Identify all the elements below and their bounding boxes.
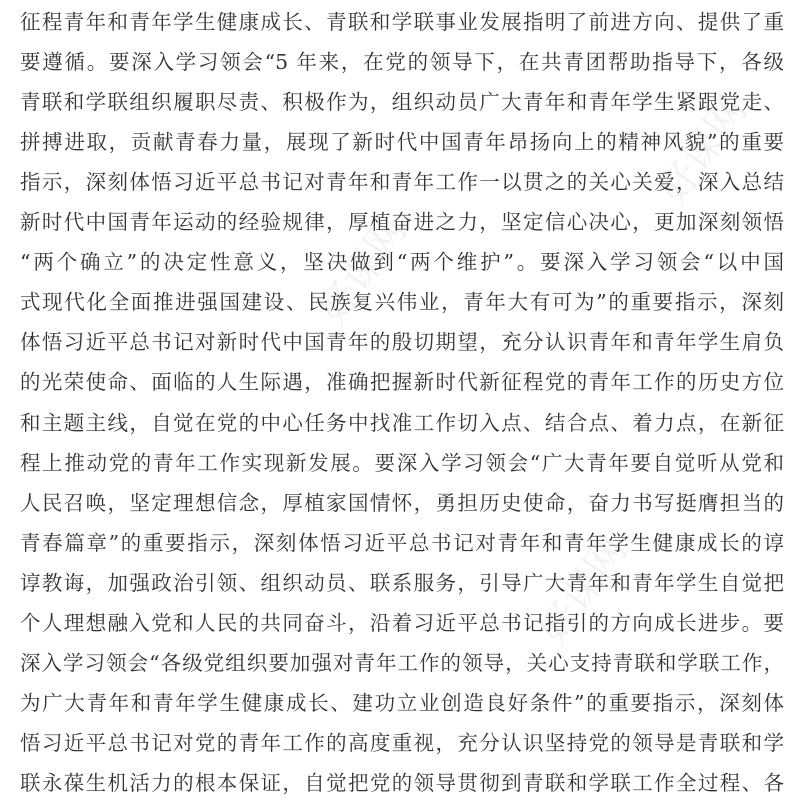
text-line: 悟习近平总书记对党的青年工作的高度重视，充分认识坚持党的领导是青联和学	[20, 730, 784, 755]
text-line: 指示，深刻体悟习近平总书记对青年和青年工作一以贯之的关心关爱，深入总结	[20, 170, 784, 195]
text-line: 的光荣使命、面临的人生际遇，准确把握新时代新征程党的青年工作的历史方位	[20, 370, 784, 395]
watermark: 好课网	[309, 208, 417, 333]
text-line: 青联和学联组织履职尽责、积极作为，组织动员广大青年和青年学生紧跟党走、	[20, 90, 784, 115]
text-line: 拼搏进取，贡献青春力量，展现了新时代中国青年昂扬向上的精神风貌”的重要	[20, 130, 784, 155]
text-line: 新时代中国青年运动的经验规律，厚植奋进之力，坚定信心决心，更加深刻领悟	[20, 210, 784, 235]
text-line: 人民召唤，坚定理想信念，厚植家国情怀，勇担历史使命，奋力书写挺膺担当的	[20, 490, 784, 515]
text-line: 深入学习领会“各级党组织要加强对青年工作的领导，关心支持青联和学联工作，	[20, 650, 784, 675]
text-line: 个人理想融入党和人民的共同奋斗，沿着习近平总书记指引的方向成长进步。要	[20, 610, 784, 635]
text-line: “两个确立”的决定性意义，坚决做到“两个维护”。要深入学习领会“以中国	[20, 250, 784, 275]
text-line: 体悟习近平总书记对新时代中国青年的殷切期望，充分认识青年和青年学生肩负	[20, 330, 784, 355]
text-line: 程上推动党的青年工作实现新发展。要深入学习领会“广大青年要自觉听从党和	[20, 450, 784, 475]
text-line: 征程青年和青年学生健康成长、青联和学联事业发展指明了前进方向、提供了重	[20, 10, 784, 34]
text-line: 谆教诲，加强政治引领、组织动员、联系服务，引导广大青年和青年学生自觉把	[20, 570, 784, 595]
watermark: 好课网	[529, 528, 637, 653]
text-line: 为广大青年和青年学生健康成长、建功立业创造良好条件”的重要指示，深刻体	[20, 690, 784, 715]
text-line: 式现代化全面推进强国建设、民族复兴伟业，青年大有可为”的重要指示，深刻	[20, 290, 784, 315]
text-line: 青春篇章”的重要指示，深刻体悟习近平总书记对青年和青年学生健康成长的谆	[20, 530, 784, 555]
text-line: 要遵循。要深入学习领会“5 年来，在党的领导下，在共青团帮助指导下，各级	[20, 50, 784, 75]
text-line: 联永葆生机活力的根本保证，自觉把党的领导贯彻到青联和学联工作全过程、各	[20, 770, 784, 795]
watermark: 好课网	[649, 88, 757, 213]
text-line: 和主题主线，自觉在党的中心任务中找准工作切入点、结合点、着力点，在新征	[20, 410, 784, 435]
